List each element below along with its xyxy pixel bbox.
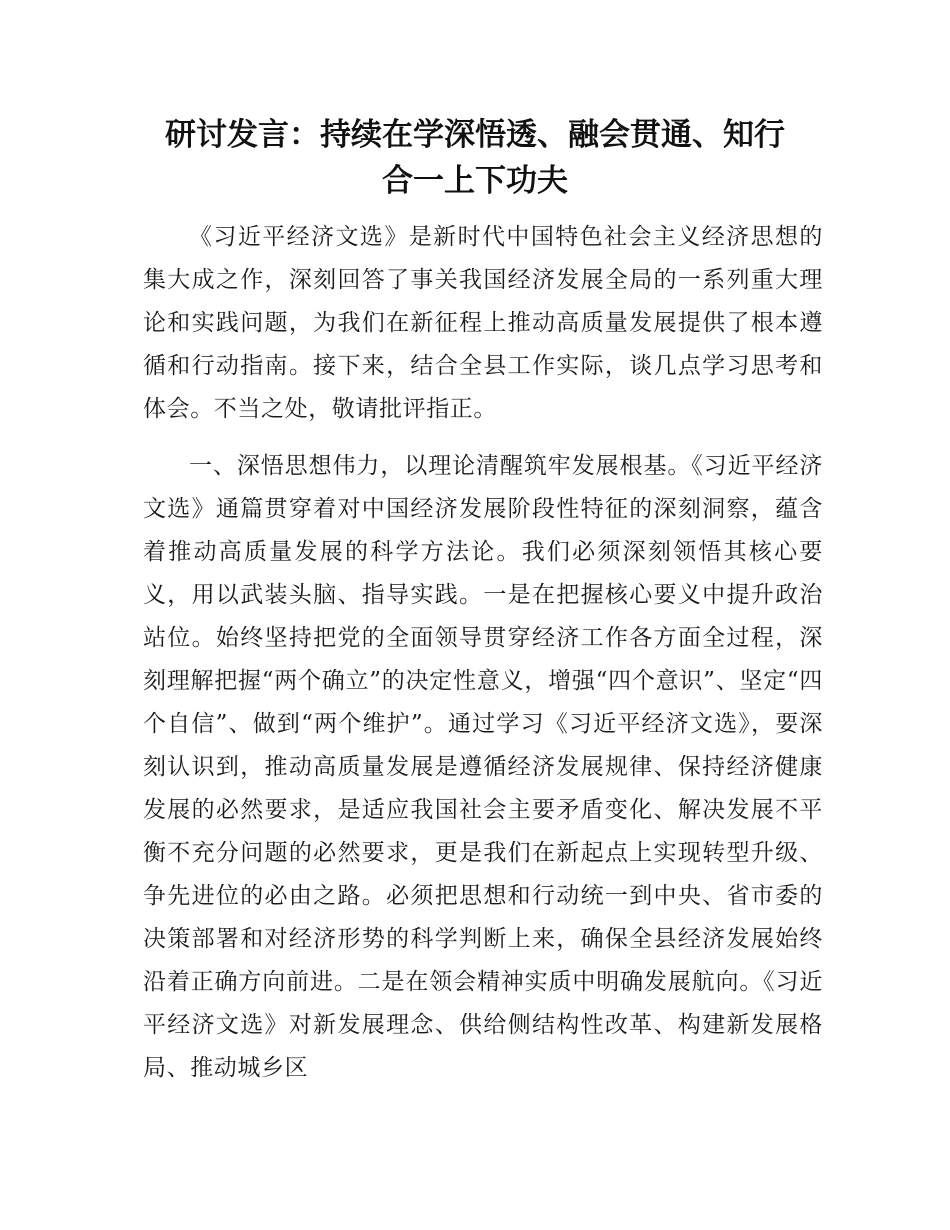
paragraph-section-one: 一、深悟思想伟力，以理论清醒筑牢发展根基。《习近平经济文选》通篇贯穿着对中国经济发展阶段性特征的深刻洞察，蕴含着推动高质量发展的科学方法论。我们必须深刻领悟其核心要义，用以武装头脑、指导实践。一是在把握核心要义中提升政治站位。始终坚持把党的全面领导贯穿经济工作各方面全过程，深刻理解把握“两个确立”的决定性意义，增强“四个意识”、坚定“四个自信”、做到“两个维护”。通过学习《习近平经济文选》，要深刻认识到，推动高质量发展是遵循经济发展规律、保持经济健康发展的必然要求，是适应我国社会主要矛盾变化、解决发展不平衡不充分问题的必然要求，更是我们在新起点上实现转型升级、争先进位的必由之路。必须把思想和行动统一到中央、省市委的决策部署和对经济形势的科学判断上来，确保全县经济发展始终沿着正确方向前进。二是在领会精神实质中明确发展航向。《习近平经济文选》对新发展理念、供给侧结构性改革、构建新发展格局、推动城乡区: [143, 453, 823, 1081]
document-body: [143, 216, 823, 1104]
title-line-1: 研讨发言：持续在学深悟透、融会贯通、知行: [165, 117, 785, 153]
paragraph-intro: 《习近平经济文选》是新时代中国特色社会主义经济思想的集大成之作，深刻回答了事关我国经济发展全局的一系列重大理论和实践问题，为我们在新征程上推动高质量发展提供了根本遵循和行动指南。接下来，结合全县工作实际，谈几点学习思考和体会。不当之处，敬请批评指正。: [143, 224, 823, 422]
title-line-2: 合一上下功夫: [382, 163, 568, 199]
document-title: [100, 112, 850, 204]
